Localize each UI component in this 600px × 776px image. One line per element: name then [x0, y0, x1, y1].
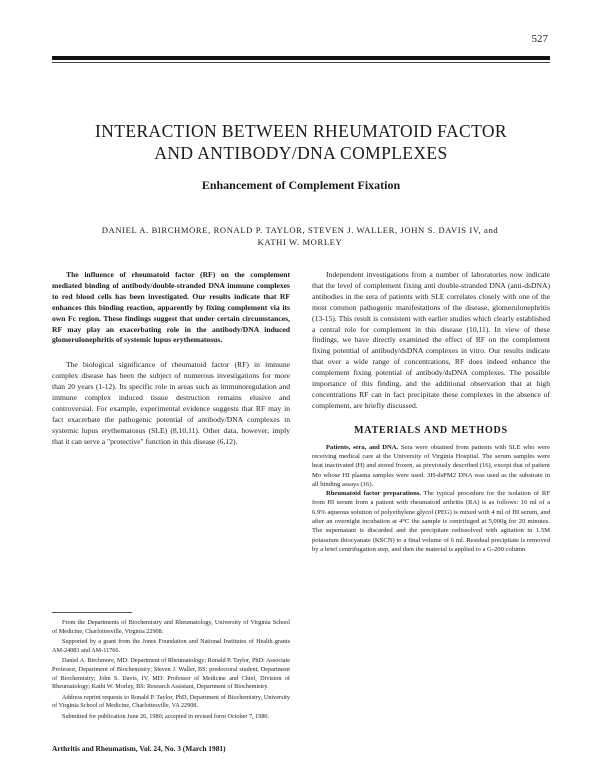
intro-paragraph-2: Independent investigations from a number of laboratories now indicate that the level of complement fixing anti double-stranded DNA (anti-dsDNA) antibodies in the sera of patients with SLE correlates closely with one of the most common pathogenic manifestations of the disease, glomerulonephritis (13-15). This result is consistent with earlier studies which clearly established a central role for complement in this disease (10,11). In view of these findings, we have directly examined the effect of RF on the complement fixing potential of antibody/dsDNA complexes in vitro. Our results indicate that over a wide range of concentrations, RF does indeed enhance the complement fixing potential of antibody/dsDNA complexes. The possible importance of this finding, and the additional observation that at high concentrations RF can in fact precipitate these complexes in the absence of complement, are briefly discussed. [312, 270, 550, 410]
footnote-support: Supported by a grant from the Jones Foundation and National Institutes of Health grants AM-24083 and AM-11766. [52, 638, 290, 654]
intro-paragraph-1: The biological significance of rheumatoid factor (RF) in immune complex disease has been the subject of numerous investigations for more than 20 years (1-12). Its specific role in areas such as immunoregulation and immune complex induced tissue destruction remains elusive and controversial. For example, experimental evidence suggests that RF may in fact exacerbate the pathogenic potential of antibody/DNA complexes in systemic lupus erythematosus (SLE) (8,10,11). Other data, however, imply that it can serve a "protective" function in this disease (6,12). [52, 360, 290, 446]
methods-paragraph-2 [312, 489, 550, 554]
title-line-1: INTERACTION BETWEEN RHEUMATOID FACTOR [95, 121, 507, 141]
methods-run-in-1: Patients, sera, and DNA. [326, 443, 399, 451]
authors-line-2: KATHI W. MORLEY [257, 237, 343, 247]
footnote-rule [52, 612, 132, 613]
title-line-2: AND ANTIBODY/DNA COMPLEXES [154, 143, 448, 163]
article-subtitle: Enhancement of Complement Fixation [201, 178, 401, 192]
footnotes [52, 619, 290, 724]
footnote-affiliation: From the Departments of Biochemistry and Rheumatology, University of Virginia School of Medicine, Charlottesville, Virginia 22908. [52, 619, 290, 635]
methods-paragraph-1 [312, 443, 550, 489]
header-rule [52, 56, 550, 60]
left-column [52, 270, 290, 448]
article-title [52, 120, 550, 164]
journal-citation: Arthritis and Rheumatism, Vol. 24, No. 3 (March 1981) [52, 744, 226, 753]
methods-text-1: Sera were obtained from patients with SLE who were receiving medical care at the University of Virginia Hospital. The serum samples were heat inactivated (H) and stored frozen, as previously described (16), except that of patient Mo whose HI plasma samples were used. 3H-dsPM2 DNA was used as the substrate in all binding assays (16). [312, 443, 551, 488]
page-number: 527 [531, 33, 548, 45]
footnote-submitted: Submitted for publication June 26, 1980; accepted in revised form October 7, 1980. [62, 712, 270, 720]
methods-run-in-2: Rheumatoid factor preparations. [326, 490, 421, 498]
footnote-reprints: Address reprint requests to Ronald P. Taylor, PhD, Department of Biochemistry, University of Virginia School of Medicine, Charlottesville, VA 22908. [52, 693, 290, 710]
authors-line-1: DANIEL A. BIRCHMORE, RONALD P. TAYLOR, STEVEN J. WALLER, JOHN S. DAVIS IV, and [101, 225, 499, 235]
footnote-authors: Daniel A. Birchmore, MD: Department of Rheumatology; Ronald P. Taylor, PhD: Associate Professor, Department of Biochemistry; Steven J. Waller, BS: predoctoral student, Department of Biochemistry; John S. Davis, IV, MD: Professor of Medicine and Chief, Division of Rheumatology; Kathi W. Morley, BS: Research Assistant, Department of Biochemistry. [52, 657, 290, 691]
abstract: The influence of rheumatoid factor (RF) on the complement mediated binding of antibody/double-stranded DNA immune complexes to red blood cells has been investigated. Our results indicate that RF enhances this binding reaction, apparently by fixing complement via its own Fc region. These findings suggest that under certain circumstances, RF may play an exacerbating role in the antibody/DNA induced glomerulonephritis of systemic lupus erythematosus. [52, 270, 290, 345]
right-column [312, 270, 550, 554]
methods-text-2: The typical procedure for the isolation of RF from HI serum from a patient with rheumatoid arthritis (RA) is as follows: 16 ml of a 6.9% aqueous solution of polyethylene glycol (PEG) is mixed with 4 ml of HI serum, and after an overnight incubation at 4°C the sample is centrifuged at 5,000g for 20 minutes. The supernatant is discarded and the precipitate redissolved with agitation in 1.5M potassium thiocyanate (KSCN) to a final volume of 6 ml. Residual precipitate is removed by a brief centrifugation step, and then the material is applied to a G-200 column [312, 490, 550, 553]
section-heading-methods: MATERIALS AND METHODS [354, 424, 508, 436]
author-list [80, 224, 520, 248]
